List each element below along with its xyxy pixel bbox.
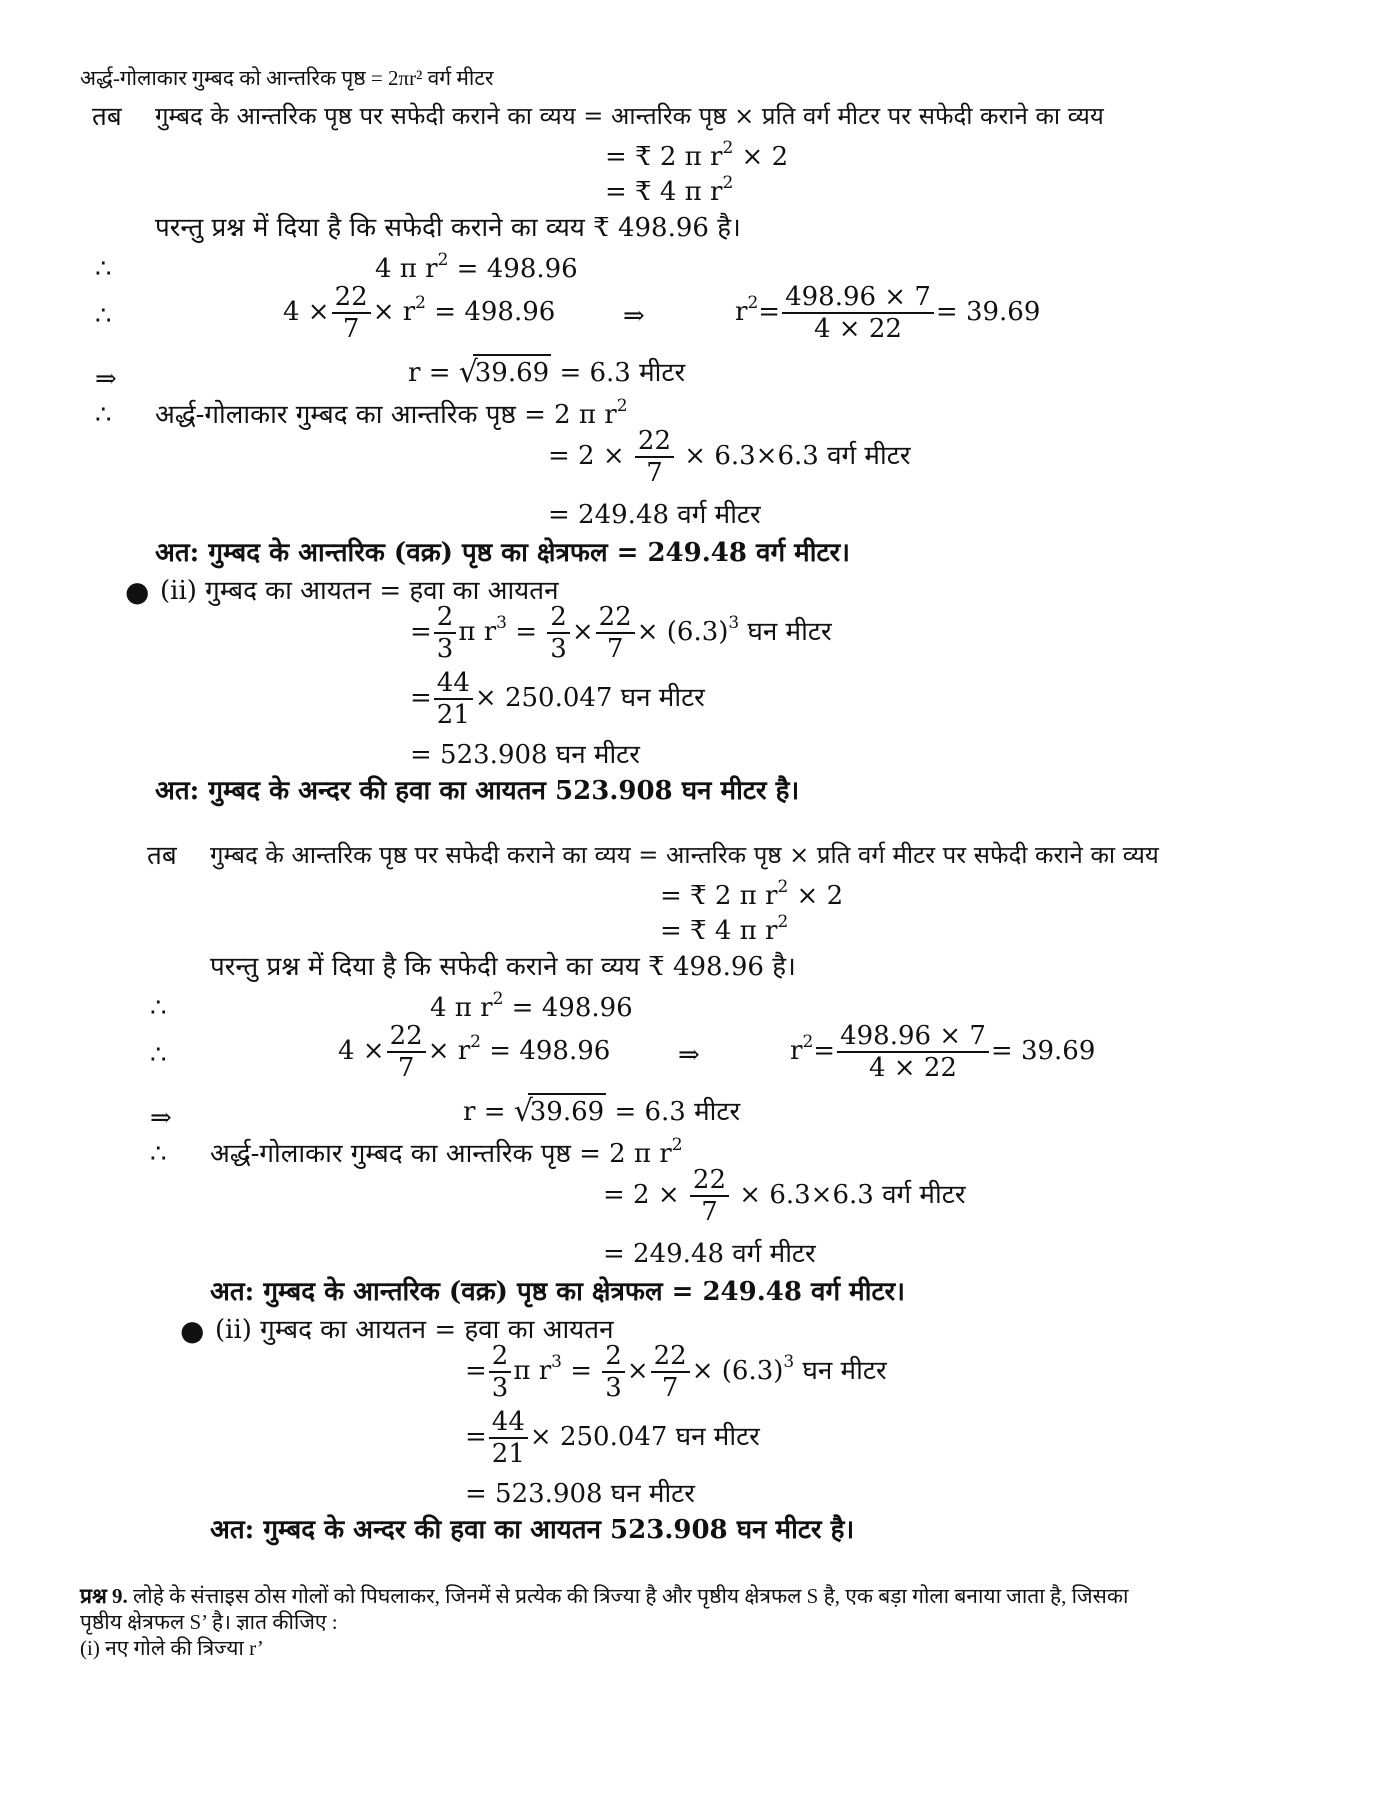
given-line: परन्तु प्रश्न में दिया है कि सफेदी कराने का व्यय ₹ 498.96 है।: [155, 213, 741, 243]
volume-result: = 523.908 घन मीटर: [465, 1479, 695, 1509]
denominator: 4 × 22: [869, 1053, 957, 1083]
volume-step-2: [410, 670, 705, 728]
r-symbol: r: [790, 1036, 803, 1066]
area-a: = 2 ×: [603, 1180, 680, 1210]
exponent: 2: [802, 1032, 814, 1052]
step3-a: r =: [463, 1097, 506, 1127]
intro-line: अर्द्ध-गोलाकार गुम्बद को आन्तरिक पृष्ठ = 2πr² वर्ग मीटर: [80, 66, 494, 90]
denominator: 21: [491, 1439, 525, 1469]
implies-symbol: ⇒: [95, 364, 117, 394]
fraction-2-3: [434, 604, 457, 662]
area-result: = 249.48 वर्ग मीटर: [548, 500, 761, 530]
fraction-22-7: [332, 284, 371, 342]
pi-r: π r: [513, 1356, 552, 1386]
step-2: [338, 1023, 610, 1081]
implies-symbol: ⇒: [150, 1103, 172, 1133]
step1-left: 4 π r: [430, 993, 493, 1023]
exponent: 3: [783, 1352, 795, 1372]
denominator: 7: [646, 458, 663, 488]
numerator: 2: [602, 1343, 625, 1373]
vol2-tail: × 250.047 घन मीटर: [474, 683, 705, 713]
eq1-tail: × 2: [733, 142, 789, 172]
step1-left: 4 π r: [375, 254, 438, 284]
area-result: = 249.48 वर्ग मीटर: [603, 1239, 816, 1269]
step-1: [430, 991, 633, 1021]
fraction-2-3: [489, 1343, 512, 1401]
volume-step-1: [465, 1343, 887, 1401]
fraction-22-7: [690, 1167, 729, 1225]
therefore-symbol: ∴: [95, 400, 112, 430]
fraction-2-3: [547, 604, 570, 662]
therefore-symbol: ∴: [150, 1040, 167, 1070]
denominator: 7: [397, 1053, 415, 1083]
eq-line-1: [660, 879, 843, 909]
vol-tail: × (6.3): [636, 617, 729, 647]
fraction-r2: [837, 1023, 989, 1081]
step-3: [408, 355, 686, 390]
exponent: 2: [722, 173, 734, 193]
fraction-22-7: [596, 604, 635, 662]
numerator: 2: [489, 1343, 512, 1373]
denominator: 4 × 22: [814, 314, 902, 344]
exponent: 3: [728, 613, 740, 633]
step2-b: × r: [427, 1036, 471, 1066]
step1-right: = 498.96: [448, 254, 578, 284]
area-answer: अत: गुम्बद के आन्तरिक (वक्र) पृष्ठ का क्षेत्रफल = 249.48 वर्ग मीटर।: [155, 538, 851, 568]
eq1-text: = ₹ 2 π r: [660, 881, 778, 911]
fraction-22-7: [635, 428, 674, 486]
fraction-22-7: [387, 1023, 426, 1081]
therefore-symbol: ∴: [150, 993, 167, 1023]
implies-symbol: ⇒: [678, 1040, 700, 1070]
step2-c: = 498.96: [426, 297, 556, 327]
question-text-1: लोहे के संत्ताइस ठोस गोलों को पिघलाकर, जिनमें से प्रत्येक की त्रिज्या है और पृष्ठीय क्षेत्रफल S है, एक बड़ा गोला बनाया जाता है, जिसका: [127, 1584, 1129, 1608]
area-b: × 6.3×6.3 वर्ग मीटर: [684, 441, 911, 471]
vol-unit: घन मीटर: [739, 617, 832, 647]
eq1-text: = ₹ 2 π r: [605, 142, 723, 172]
numerator: 22: [651, 1343, 690, 1373]
tab-label: तब: [147, 841, 177, 871]
exponent: 2: [415, 293, 426, 313]
eq-sign: =: [410, 683, 432, 713]
exponent: 2: [437, 250, 449, 270]
exponent: 2: [470, 1032, 481, 1052]
eq-line-2: [660, 914, 788, 944]
volume-answer: अत: गुम्बद के अन्दर की हवा का आयतन 523.908 घन मीटर है।: [155, 776, 800, 806]
cost-line: गुम्बद के आन्तरिक पृष्ठ पर सफेदी कराने का व्यय = आन्तरिक पृष्ठ × प्रति वर्ग मीटर पर सफेदी कराने का व्यय: [155, 102, 1104, 130]
therefore-symbol: ∴: [95, 301, 112, 331]
tab-label: तब: [92, 102, 122, 132]
mult: ×: [571, 617, 594, 647]
fraction-r2: [782, 284, 934, 342]
volume-step-2: [465, 1409, 760, 1467]
denominator: 3: [605, 1373, 622, 1403]
exponent: 2: [777, 912, 789, 932]
step2-a: 4 ×: [338, 1036, 385, 1066]
eq-sign: =: [465, 1422, 487, 1452]
exponent: 2: [492, 989, 504, 1009]
square-root: √ 39.69: [458, 355, 550, 390]
therefore-symbol: ∴: [95, 254, 112, 284]
bullet-icon: ●: [125, 575, 150, 608]
radicand: 39.69: [528, 1093, 606, 1127]
eq-sign: =: [410, 617, 432, 647]
mid-eq: =: [561, 1356, 593, 1386]
step-2-r: [790, 1023, 1095, 1081]
denominator: 7: [701, 1197, 718, 1227]
numerator: 22: [596, 604, 635, 634]
question-part-1: (i) नए गोले की त्रिज्या r’: [80, 1636, 264, 1660]
denominator: 3: [491, 1373, 509, 1403]
numerator: 22: [332, 284, 371, 314]
equals: =: [813, 1036, 836, 1066]
eq2-text: = ₹ 4 π r: [660, 916, 778, 946]
question-number: प्रश्न 9.: [80, 1584, 128, 1608]
exponent: 3: [551, 1352, 562, 1372]
question-line-1: [80, 1586, 1128, 1607]
question-line-2: पृष्ठीय क्षेत्रफल S’ है। ज्ञात कीजिए :: [80, 1610, 338, 1634]
eq-line-1: [605, 140, 788, 170]
area-label: [155, 398, 628, 428]
mult: ×: [626, 1356, 649, 1386]
volume-label: (ii) गुम्बद का आयतन = हवा का आयतन: [215, 1315, 614, 1345]
denominator: 3: [436, 634, 454, 664]
step1-right: = 498.96: [503, 993, 633, 1023]
vol-unit: घन मीटर: [794, 1356, 887, 1386]
bullet-icon: ●: [180, 1314, 205, 1347]
denominator: 7: [342, 314, 360, 344]
step3-b: = 6.3 मीटर: [559, 358, 686, 388]
step2-b: × r: [372, 297, 416, 327]
exponent: 2: [671, 1135, 683, 1155]
therefore-symbol: ∴: [150, 1139, 167, 1169]
eq1-tail: × 2: [788, 881, 844, 911]
exponent: 2: [747, 293, 759, 313]
mid-eq: =: [506, 617, 538, 647]
exponent: 2: [777, 877, 789, 897]
implies-symbol: ⇒: [623, 301, 645, 331]
fraction-22-7: [651, 1343, 690, 1401]
eq-sign: =: [465, 1356, 487, 1386]
numerator: 2: [434, 604, 457, 634]
vol-tail: × (6.3): [691, 1356, 784, 1386]
cost-line: गुम्बद के आन्तरिक पृष्ठ पर सफेदी कराने का व्यय = आन्तरिक पृष्ठ × प्रति वर्ग मीटर पर सफेदी कराने का व्यय: [210, 841, 1159, 869]
area-label-text: अर्द्ध-गोलाकार गुम्बद का आन्तरिक पृष्ठ = 2 π r: [210, 1139, 672, 1169]
fraction-2-3: [602, 1343, 625, 1401]
area-b: × 6.3×6.3 वर्ग मीटर: [739, 1180, 966, 1210]
r-symbol: r: [735, 297, 748, 327]
radicand: 39.69: [473, 354, 551, 388]
step3-b: = 6.3 मीटर: [614, 1097, 741, 1127]
numerator: 44: [489, 1409, 528, 1439]
volume-label: (ii) गुम्बद का आयतन = हवा का आयतन: [160, 576, 559, 606]
numerator: 22: [635, 428, 674, 458]
numerator: 2: [547, 604, 570, 634]
step2-a: 4 ×: [283, 297, 330, 327]
numerator: 498.96 × 7: [782, 284, 934, 314]
equals: =: [758, 297, 781, 327]
denominator: 3: [550, 634, 567, 664]
step2-result: = 39.69: [935, 297, 1041, 327]
given-line: परन्तु प्रश्न में दिया है कि सफेदी कराने का व्यय ₹ 498.96 है।: [210, 952, 796, 982]
exponent: 2: [722, 138, 734, 158]
numerator: 22: [387, 1023, 426, 1053]
step2-result: = 39.69: [990, 1036, 1096, 1066]
numerator: 44: [434, 670, 473, 700]
volume-answer: अत: गुम्बद के अन्दर की हवा का आयतन 523.908 घन मीटर है।: [210, 1515, 855, 1545]
fraction-44-21: [489, 1409, 528, 1467]
fraction-44-21: [434, 670, 473, 728]
denominator: 7: [606, 634, 624, 664]
volume-step-1: [410, 604, 832, 662]
area-step: [548, 428, 910, 486]
exponent: 3: [496, 613, 507, 633]
area-label: [210, 1137, 683, 1167]
denominator: 7: [661, 1373, 679, 1403]
step2-c: = 498.96: [481, 1036, 611, 1066]
area-label-text: अर्द्ध-गोलाकार गुम्बद का आन्तरिक पृष्ठ = 2 π r: [155, 400, 617, 430]
area-a: = 2 ×: [548, 441, 625, 471]
square-root: √ 39.69: [513, 1094, 605, 1129]
denominator: 21: [436, 700, 470, 730]
numerator: 498.96 × 7: [837, 1023, 989, 1053]
area-step: [603, 1167, 965, 1225]
step-1: [375, 252, 578, 282]
step3-a: r =: [408, 358, 451, 388]
numerator: 22: [690, 1167, 729, 1197]
eq2-text: = ₹ 4 π r: [605, 177, 723, 207]
volume-result: = 523.908 घन मीटर: [410, 740, 640, 770]
step-3: [463, 1094, 741, 1129]
pi-r: π r: [458, 617, 497, 647]
area-answer: अत: गुम्बद के आन्तरिक (वक्र) पृष्ठ का क्षेत्रफल = 249.48 वर्ग मीटर।: [210, 1277, 906, 1307]
vol2-tail: × 250.047 घन मीटर: [529, 1422, 760, 1452]
step-2-r: [735, 284, 1040, 342]
step-2: [283, 284, 555, 342]
exponent: 2: [616, 396, 628, 416]
eq-line-2: [605, 175, 733, 205]
